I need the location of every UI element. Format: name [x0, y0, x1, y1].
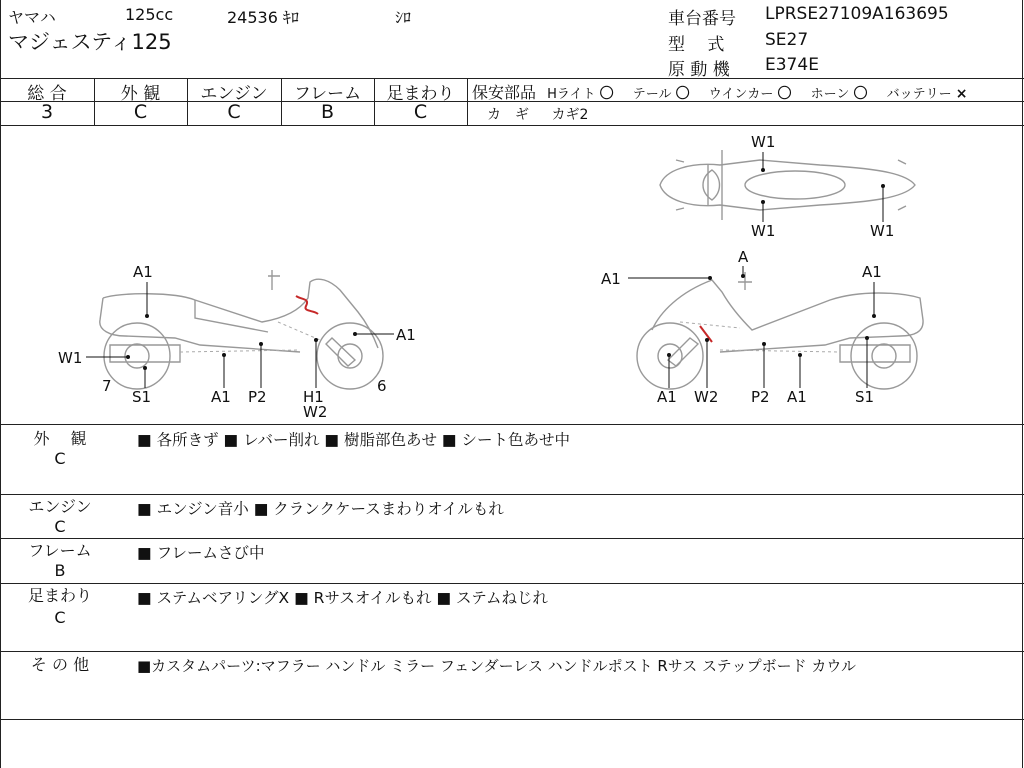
section-label: フレーム [28, 541, 92, 560]
safety-label: 保安部品 [472, 83, 537, 102]
left-view-labels [58, 263, 416, 421]
diagram-label: W2 [303, 403, 328, 421]
safety-item-tail: テール 〇 [632, 86, 690, 102]
grade-label-suspension: 足まわり [386, 84, 455, 104]
grade-value-suspension: C [413, 101, 428, 123]
divider [0, 424, 1024, 425]
grade-value-frame: B [320, 101, 335, 123]
section-text: ■カスタムパーツ:マフラー ハンドル ミラー フェンダーレス ハンドルポスト Rサス ステップボード カウル [137, 657, 856, 675]
top-view-labels [751, 133, 894, 240]
grade-label-overall: 総 合 [27, 84, 67, 104]
diagram-label: A1 [787, 388, 807, 406]
grade-value-engine: C [227, 101, 241, 123]
engine-label: 原 動 機 [668, 60, 730, 80]
frame-no-label: 車台番号 [668, 9, 736, 29]
key-value: カギ2 [551, 107, 589, 123]
safety-item-battery: バッテリー × [886, 86, 968, 102]
damage-diagram [0, 126, 1024, 424]
scooter-top-view [660, 150, 915, 220]
key-row [487, 104, 588, 124]
section-text: ■ フレームさび中 [137, 544, 265, 562]
grade-label-frame: フレーム [293, 84, 362, 104]
diagram-label: A1 [396, 326, 416, 344]
key-label: カ ギ [487, 107, 529, 123]
type-label: 型 式 [668, 35, 725, 55]
section-grade: C [54, 517, 66, 536]
grade-label-exterior: 外 観 [120, 84, 161, 104]
diagram-label: A1 [657, 388, 677, 406]
model-name: マジェスティ125 [8, 30, 172, 54]
diagram-label: 6 [377, 377, 387, 395]
section-text: ■ 各所きず ■ レバー削れ ■ 樹脂部色あせ ■ シート色あせ中 [137, 431, 570, 449]
section-label: 外 観 [33, 429, 87, 448]
grade-label-engine: エンジン [200, 84, 268, 104]
grade-value-overall: 3 [40, 101, 54, 123]
scooter-right-view [637, 272, 923, 389]
section-grade: B [54, 561, 66, 580]
type-value: SE27 [765, 30, 809, 50]
engine-value: E374E [765, 55, 819, 75]
section-text: ■ ステムベアリングX ■ Rサスオイルもれ ■ ステムねじれ [137, 589, 548, 607]
maker-name: ヤマハ [8, 8, 56, 27]
divider [467, 78, 468, 125]
divider [0, 651, 1024, 652]
divider [0, 538, 1024, 539]
section-grade: C [54, 449, 66, 468]
displacement: 125cc [125, 5, 174, 24]
diagram-label: S1 [855, 388, 875, 406]
section-label: 足まわり [27, 586, 92, 605]
section-label: エンジン [28, 497, 92, 516]
section-label: そ の 他 [30, 655, 90, 674]
safety-parts [472, 80, 967, 103]
right-view-labels [601, 248, 882, 406]
diagram-label: W1 [58, 349, 83, 367]
section-grade: C [54, 608, 66, 627]
scooter-left-view [100, 270, 383, 389]
divider [0, 583, 1024, 584]
color: ｼﾛ [395, 8, 412, 27]
diagram-label: A [738, 248, 749, 266]
diagram-label: A1 [133, 263, 153, 281]
divider [0, 719, 1024, 720]
grade-value-exterior: C [133, 101, 148, 123]
diagram-label: A1 [862, 263, 882, 281]
diagram-label: S1 [132, 388, 152, 406]
safety-item-headlight: Hライト 〇 [547, 86, 614, 102]
safety-item-winker: ウインカー 〇 [708, 86, 792, 102]
section-text: ■ エンジン音小 ■ クランクケースまわりオイルもれ [137, 500, 504, 518]
diagram-label: P2 [248, 388, 267, 406]
diagram-label: A1 [211, 388, 231, 406]
diagram-label: W1 [751, 222, 776, 240]
mileage: 24536 ｷﾛ [227, 8, 299, 27]
diagram-label: W2 [694, 388, 719, 406]
diagram-label: P2 [751, 388, 770, 406]
diagram-label: 7 [102, 377, 112, 395]
frame-no: LPRSE27109A163695 [765, 4, 949, 24]
diagram-label: H1 [303, 388, 324, 406]
diagram-label: W1 [870, 222, 895, 240]
diagram-label: A1 [601, 270, 621, 288]
divider [0, 494, 1024, 495]
diagram-label: W1 [751, 133, 776, 151]
safety-item-horn: ホーン 〇 [810, 86, 868, 102]
